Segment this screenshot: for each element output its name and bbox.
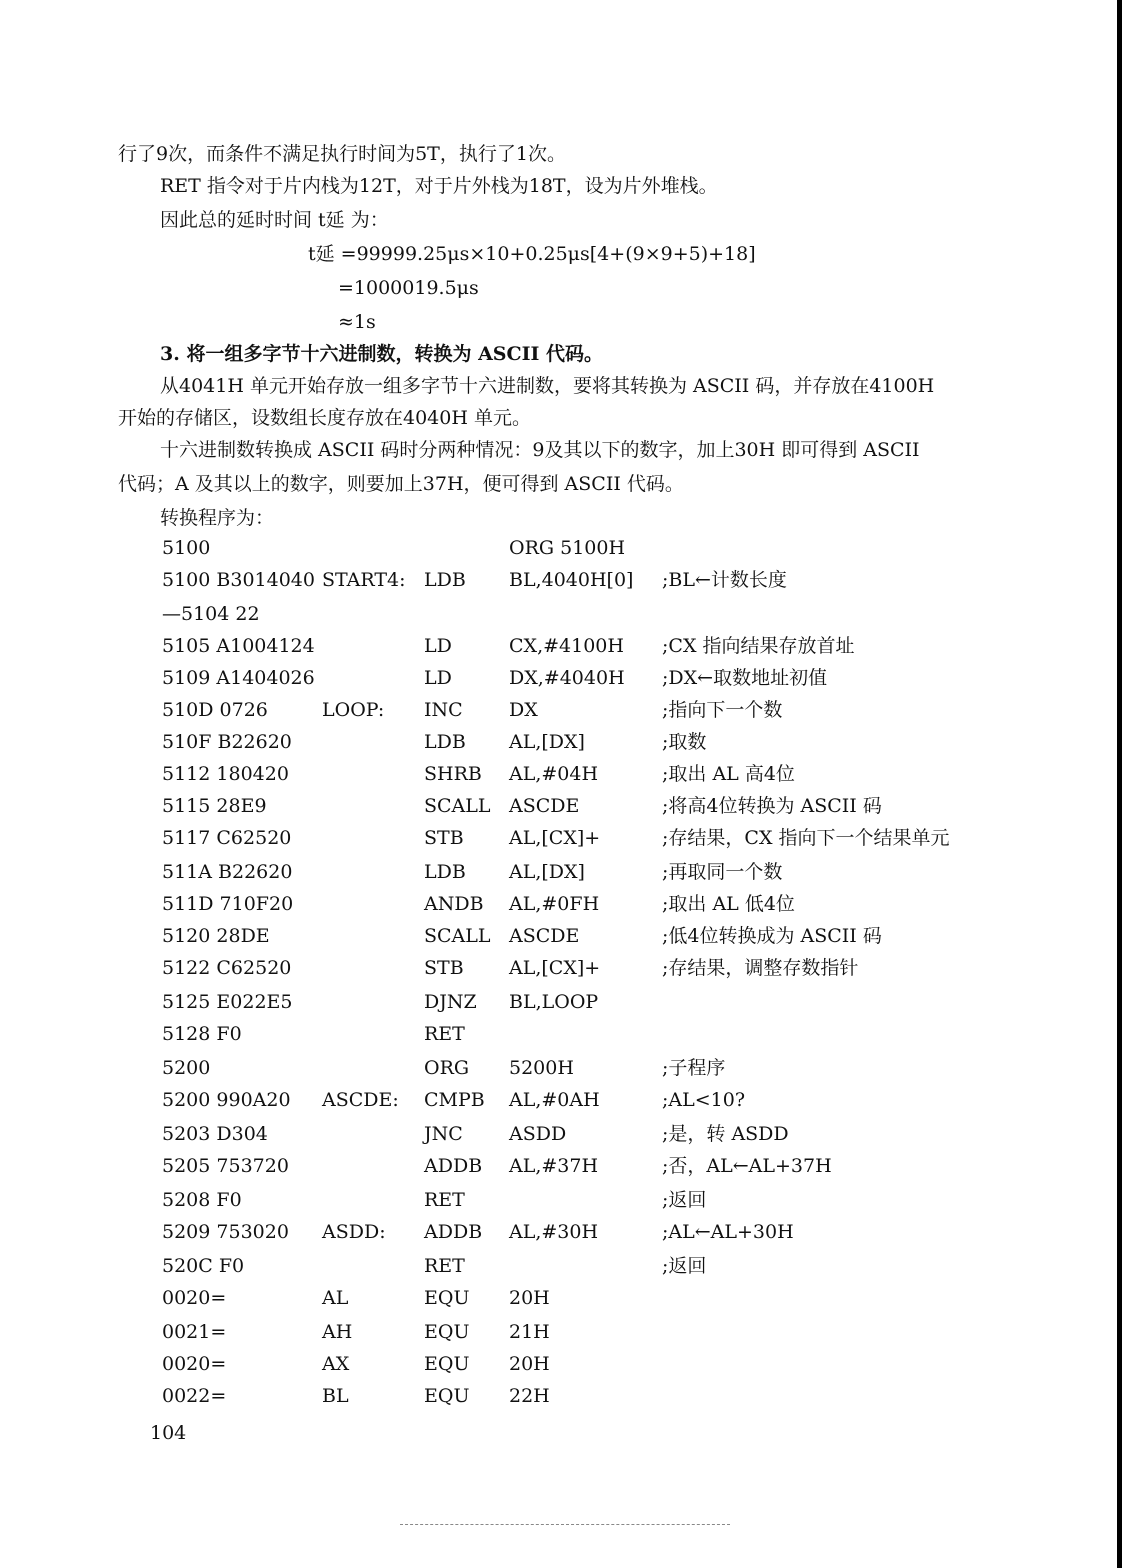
code-address: 0021=: [162, 1321, 227, 1343]
code-operand: CX,#4100H: [509, 635, 624, 657]
code-address: 5109 A1404026: [162, 667, 315, 689]
code-mnemonic: LDB: [424, 861, 466, 883]
code-operand: AL,[CX]+: [509, 827, 601, 849]
code-mnemonic: JNC: [424, 1123, 463, 1145]
code-operand: DX: [509, 699, 538, 721]
code-comment: ;存结果，CX 指向下一个结果单元: [662, 827, 950, 849]
code-operand: ASCDE: [509, 925, 580, 947]
code-label: AL: [322, 1287, 349, 1309]
code-mnemonic: EQU: [424, 1321, 470, 1343]
code-address: 0020=: [162, 1353, 227, 1375]
code-operand: ASCDE: [509, 795, 580, 817]
code-mnemonic: ANDB: [424, 893, 484, 915]
code-operand: 5200H: [509, 1057, 574, 1079]
code-operand: ASDD: [509, 1123, 567, 1145]
code-comment: ;是，转 ASDD: [662, 1123, 789, 1145]
code-mnemonic: SCALL: [424, 925, 491, 947]
code-mnemonic: STB: [424, 827, 464, 849]
section-heading: 3. 将一组多字节十六进制数，转换为 ASCII 代码。: [160, 343, 604, 365]
continuation-line: 行了9次，而条件不满足执行时间为5T，执行了1次。: [118, 143, 566, 165]
code-comment: ;低4位转换成为 ASCII 码: [662, 925, 882, 947]
code-comment: ;子程序: [662, 1057, 726, 1079]
code-address: 5117 C62520: [162, 827, 292, 849]
code-mnemonic: DJNZ: [424, 991, 477, 1013]
equation-line-1: t延 =99999.25μs×10+0.25μs[4+(9×9+5)+18]: [308, 243, 756, 265]
code-operand: 21H: [509, 1321, 550, 1343]
code-comment: ;AL←AL+30H: [662, 1221, 794, 1243]
code-mnemonic: LDB: [424, 731, 466, 753]
code-address: 5209 753020: [162, 1221, 289, 1243]
code-address: 5100: [162, 537, 211, 559]
code-address: —5104 22: [162, 603, 260, 625]
code-operand: AL,[DX]: [509, 731, 585, 753]
code-mnemonic: ADDB: [424, 1155, 483, 1177]
code-operand: AL,#37H: [509, 1155, 599, 1177]
ret-timing-line: RET 指令对于片内栈为12T，对于片外栈为18T，设为片外堆栈。: [160, 175, 718, 197]
paragraph-2-line-1: 十六进制数转换成 ASCII 码时分两种情况：9及其以下的数字，加上30H 即可得到 ASCII: [160, 439, 920, 461]
code-comment: ;取数: [662, 731, 707, 753]
code-label: ASDD:: [322, 1221, 386, 1243]
paragraph-1-line-2: 开始的存储区，设数组长度存放在4040H 单元。: [118, 407, 531, 429]
code-comment: ;CX 指向结果存放首址: [662, 635, 855, 657]
code-comment: ;返回: [662, 1189, 707, 1211]
paragraph-1-line-1: 从4041H 单元开始存放一组多字节十六进制数，要将其转换为 ASCII 码，并存放在4100H: [160, 375, 935, 397]
code-comment: ;再取同一个数: [662, 861, 783, 883]
code-label: BL: [322, 1385, 349, 1407]
code-operand: AL,[CX]+: [509, 957, 601, 979]
code-address: 5120 28DE: [162, 925, 270, 947]
code-operand: ORG 5100H: [509, 537, 626, 559]
code-address: 510F B22620: [162, 731, 292, 753]
code-label: AH: [322, 1321, 353, 1343]
equation-line-3: ≈1s: [338, 311, 376, 333]
code-operand: AL,#0FH: [509, 893, 600, 915]
code-mnemonic: LD: [424, 667, 452, 689]
code-mnemonic: SCALL: [424, 795, 491, 817]
code-mnemonic: EQU: [424, 1385, 470, 1407]
code-operand: BL,4040H[0]: [509, 569, 634, 591]
equation-line-2: =1000019.5μs: [338, 277, 479, 299]
code-operand: 20H: [509, 1353, 550, 1375]
code-mnemonic: RET: [424, 1255, 465, 1277]
code-address: 5203 D304: [162, 1123, 268, 1145]
code-operand: AL,#0AH: [509, 1089, 600, 1111]
code-comment: ;AL<10?: [662, 1089, 746, 1111]
code-address: 5125 E022E5: [162, 991, 293, 1013]
code-address: 5122 C62520: [162, 957, 292, 979]
code-mnemonic: EQU: [424, 1287, 470, 1309]
code-address: 5208 F0: [162, 1189, 242, 1211]
code-listing: [162, 536, 1062, 1416]
code-address: 5128 F0: [162, 1023, 242, 1045]
code-address: 5200: [162, 1057, 211, 1079]
code-mnemonic: ORG: [424, 1057, 470, 1079]
page-number: 104: [150, 1422, 187, 1444]
code-mnemonic: RET: [424, 1189, 465, 1211]
code-address: 5112 180420: [162, 763, 289, 785]
code-address: 511A B22620: [162, 861, 293, 883]
code-comment: ;将高4位转换为 ASCII 码: [662, 795, 882, 817]
code-comment: ;BL←计数长度: [662, 569, 787, 591]
delay-intro-line: 因此总的延时时间 t延 为：: [160, 209, 389, 231]
code-comment: ;DX←取数地址初值: [662, 667, 828, 689]
code-address: 5100 B3014040: [162, 569, 315, 591]
code-address: 0022=: [162, 1385, 227, 1407]
code-comment: ;取出 AL 高4位: [662, 763, 795, 785]
code-operand: 22H: [509, 1385, 550, 1407]
code-mnemonic: ADDB: [424, 1221, 483, 1243]
code-label: LOOP:: [322, 699, 385, 721]
scan-edge-bar: [1117, 0, 1122, 1568]
scan-artifact-line: [400, 1524, 730, 1525]
code-mnemonic: LD: [424, 635, 452, 657]
code-operand: AL,[DX]: [509, 861, 585, 883]
code-address: 5105 A1004124: [162, 635, 315, 657]
code-mnemonic: INC: [424, 699, 463, 721]
code-comment: ;存结果，调整存数指针: [662, 957, 859, 979]
program-intro: 转换程序为：: [160, 507, 275, 529]
code-address: 511D 710F20: [162, 893, 294, 915]
code-mnemonic: RET: [424, 1023, 465, 1045]
code-mnemonic: LDB: [424, 569, 466, 591]
code-mnemonic: EQU: [424, 1353, 470, 1375]
code-address: 0020=: [162, 1287, 227, 1309]
code-label: START4:: [322, 569, 406, 591]
code-address: 520C F0: [162, 1255, 245, 1277]
code-comment: ;返回: [662, 1255, 707, 1277]
code-mnemonic: CMPB: [424, 1089, 485, 1111]
code-operand: DX,#4040H: [509, 667, 625, 689]
paragraph-2-line-2: 代码；A 及其以上的数字，则要加上37H，便可得到 ASCII 代码。: [118, 473, 684, 495]
code-mnemonic: STB: [424, 957, 464, 979]
code-operand: 20H: [509, 1287, 550, 1309]
code-comment: ;指向下一个数: [662, 699, 783, 721]
code-comment: ;否，AL←AL+37H: [662, 1155, 832, 1177]
code-address: 5205 753720: [162, 1155, 289, 1177]
code-address: 5200 990A20: [162, 1089, 291, 1111]
code-label: AX: [322, 1353, 350, 1375]
code-operand: AL,#04H: [509, 763, 599, 785]
code-comment: ;取出 AL 低4位: [662, 893, 795, 915]
code-address: 5115 28E9: [162, 795, 267, 817]
code-operand: BL,LOOP: [509, 991, 599, 1013]
code-label: ASCDE:: [322, 1089, 399, 1111]
code-mnemonic: SHRB: [424, 763, 482, 785]
code-operand: AL,#30H: [509, 1221, 599, 1243]
code-address: 510D 0726: [162, 699, 268, 721]
